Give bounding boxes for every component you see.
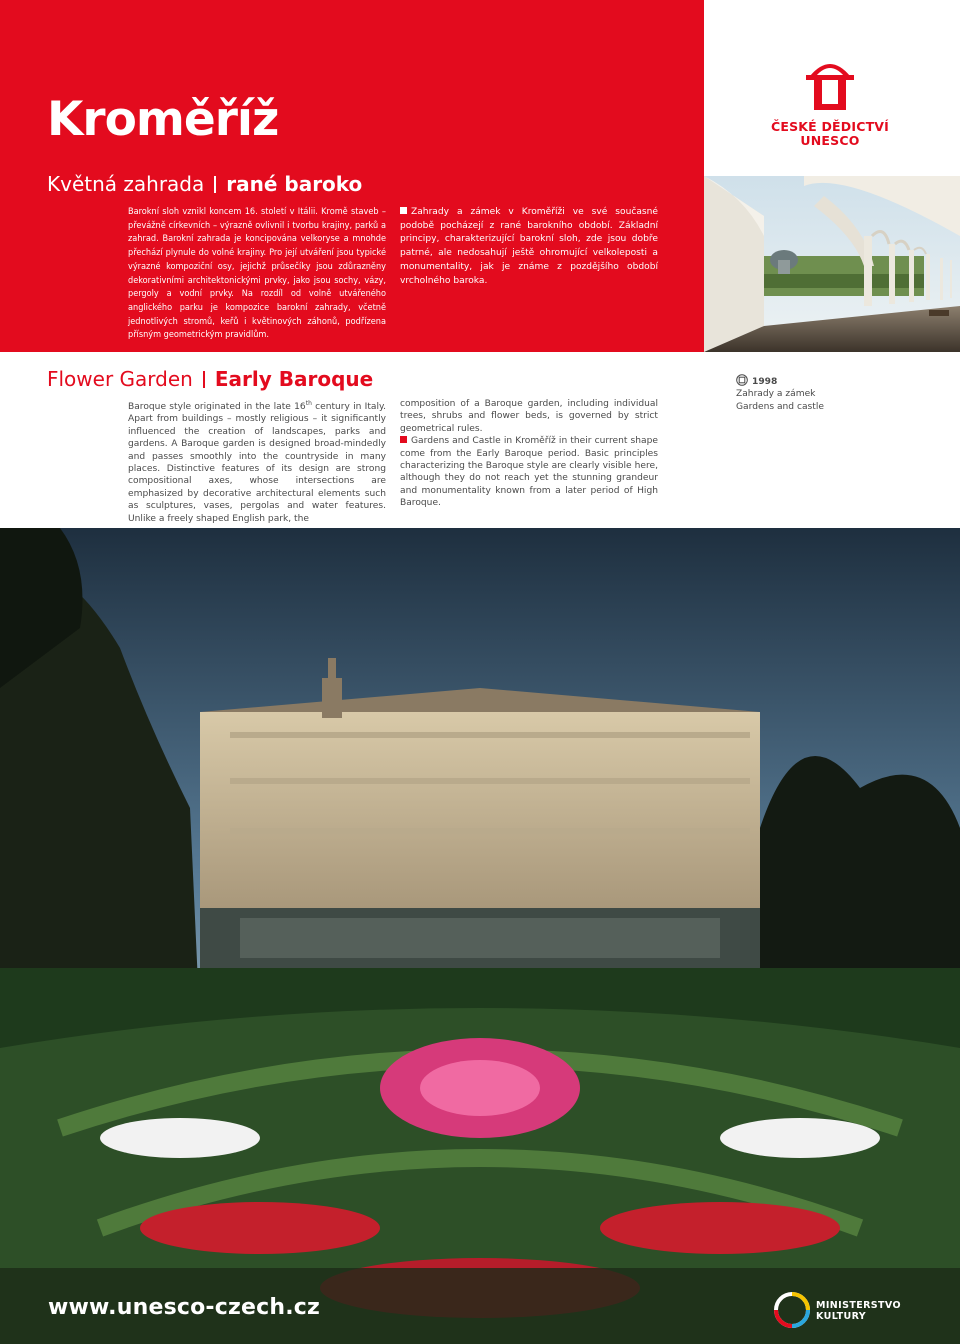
text-cz-right-body: Zahrady a zámek v Kroměříži ve své současné podobě pocházejí z rané barokního období. Základní principy, charakterizující barokní sloh, zde jsou dobře patrné, ale nedosahují ještě ohromující velkoleposti a monumentality, jak je známe z pozdějšího období vrcholného baroka. [400,207,658,286]
text-en-mid-p2-wrap [400,435,658,509]
square-bullet-icon [400,436,407,443]
square-bullet-icon [400,207,407,214]
subtitle-en-separator [203,371,205,388]
text-en-left-b: century in Italy. Apart from buildings – mostly religious – it significantly influenced the creation of landscapes, parks and gardens. A Baroque garden is designed broad-mindedly and passes smoothly into the countryside in many places. Distinctive features of its design are strong compositional axes, whose intersections are emphasized by decorative architectural elements such as sculptures, vases, pergolas and water features. Unlike a freely shaped English park, the [128,402,387,524]
text-cz-left: Barokní sloh vznikl koncem 16. století v Itálii. Kromě staveb – převážně církevních – výrazně ovlivnil i tvorbu krajiny, parků a zahrad. Barokní zahrada je koncipována velkoryse a mnohde přechází plynule do volné krajiny. Pro její utváření jsou typické výrazné kompoziční osy, jejichž průsečíky jsou zdůrazněny dekorativními architektonickými prvky, jako jsou sochy, vázy, pergoly a vodní prvky. Na rozdíl od volně utvářeného anglického parku je kompozice barokní zahrady, včetně jednotlivých stromů, keřů i květinových záhonů, podřízena přísným geometrickým pravidlům. [128,207,386,341]
text-en-mid-p2: Gardens and Castle in Kroměříž in their current shape come from the Early Baroque period. Basic principles characterizing the Baroque style are clearly visible here, although they do not reach yet the stunning grandeur and monumentality known from a later period of High Baroque. [400,436,658,509]
ministry-of-culture-logo [774,1292,924,1332]
logo-line-1: ČESKÉ DĚDICTVÍ [770,119,890,134]
website-url: www.unesco-czech.cz [48,1295,321,1320]
subtitle-separator [214,176,216,193]
ministry-logo-icon [774,1292,810,1328]
unesco-year-row [736,374,886,388]
subtitle-en-bold: Early Baroque [214,367,374,391]
text-cz-right [400,206,658,288]
page-title: Kroměříž [47,92,279,147]
world-heritage-icon [736,374,748,386]
ceske-dedictvi-unesco-logo [760,58,900,154]
ministry-text [816,1300,901,1322]
text-en-mid [400,398,658,510]
chateau-garden-image [0,528,960,1344]
text-en-mid-p1: composition of a Baroque garden, including individual trees, shrubs and flower beds, is governed by strict geometrical rules. [400,399,658,434]
unesco-inscription [736,374,886,413]
text-en-left-sup: th [305,400,312,407]
arcade-photo-image [704,176,960,352]
unesco-heritage-emblem-icon [760,58,900,118]
subtitle-cz-light: Květná zahrada [47,172,205,196]
unesco-name-cz: Zahrady a zámek [736,389,816,400]
unesco-year: 1998 [752,377,778,387]
chateau-garden-photo [0,528,960,1344]
text-en-left [128,398,386,525]
text-en-left-a: Baroque style originated in the late 16 [128,402,306,413]
subtitle-en [47,369,373,389]
arcade-photo [704,176,960,352]
logo-text [760,120,900,148]
subtitle-en-light: Flower Garden [47,367,193,391]
ministry-line-1: MINISTERSTVO [816,1300,901,1311]
subtitle-cz-bold: rané baroko [226,172,363,196]
logo-line-2: UNESCO [800,133,860,148]
subtitle-cz [47,174,362,194]
ministry-line-2: KULTURY [816,1311,867,1322]
unesco-name-en: Gardens and castle [736,401,824,412]
